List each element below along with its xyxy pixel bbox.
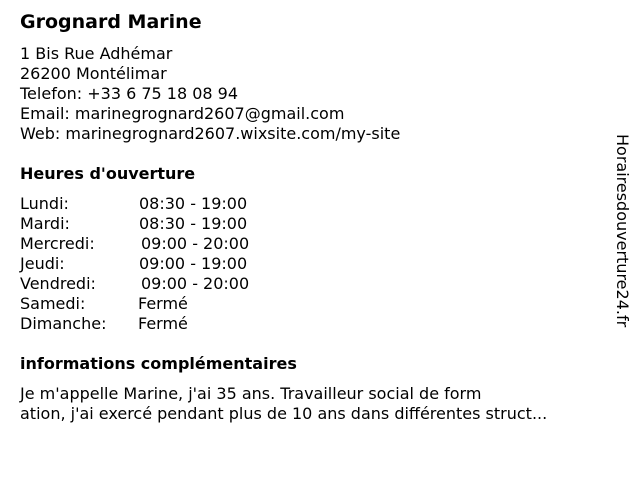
contact-block <box>20 44 400 144</box>
phone-text: Telefon: +33 6 75 18 08 94 <box>20 84 239 103</box>
additional-info-heading: informations complémentaires <box>20 354 297 373</box>
time-value: 08:30 - 19:00 <box>139 194 248 213</box>
info-line-2: ation, j'ai exercé pendant plus de 10 ans dans différentes struct... <box>20 404 548 423</box>
day-label: Mercredi: <box>20 234 95 253</box>
time-value: Fermé <box>138 314 188 333</box>
info-line-1: Je m'appelle Marine, j'ai 35 ans. Travailleur social de form <box>20 384 482 403</box>
email-text: Email: marinegrognard2607@gmail.com <box>20 104 345 123</box>
time-value: 09:00 - 19:00 <box>139 254 248 273</box>
day-label: Lundi: <box>20 194 69 213</box>
time-value: 08:30 - 19:00 <box>139 214 248 233</box>
day-label: Vendredi: <box>20 274 96 293</box>
day-label: Jeudi: <box>20 254 65 273</box>
opening-hours-heading: Heures d'ouverture <box>20 164 196 183</box>
time-value: 09:00 - 20:00 <box>141 234 250 253</box>
watermark-text: Horairesdouverture24.fr <box>613 134 632 328</box>
time-value: 09:00 - 20:00 <box>141 274 250 293</box>
site-watermark <box>612 134 632 344</box>
time-value: Fermé <box>138 294 188 313</box>
day-label: Samedi: <box>20 294 86 313</box>
day-label: Mardi: <box>20 214 70 233</box>
additional-info-text <box>20 384 610 424</box>
business-name: Grognard Marine <box>20 11 202 33</box>
day-label: Dimanche: <box>20 314 107 333</box>
address-street: 1 Bis Rue Adhémar <box>20 44 173 63</box>
address-city: 26200 Montélimar <box>20 64 167 83</box>
website-text: Web: marinegrognard2607.wixsite.com/my-site <box>20 124 401 143</box>
